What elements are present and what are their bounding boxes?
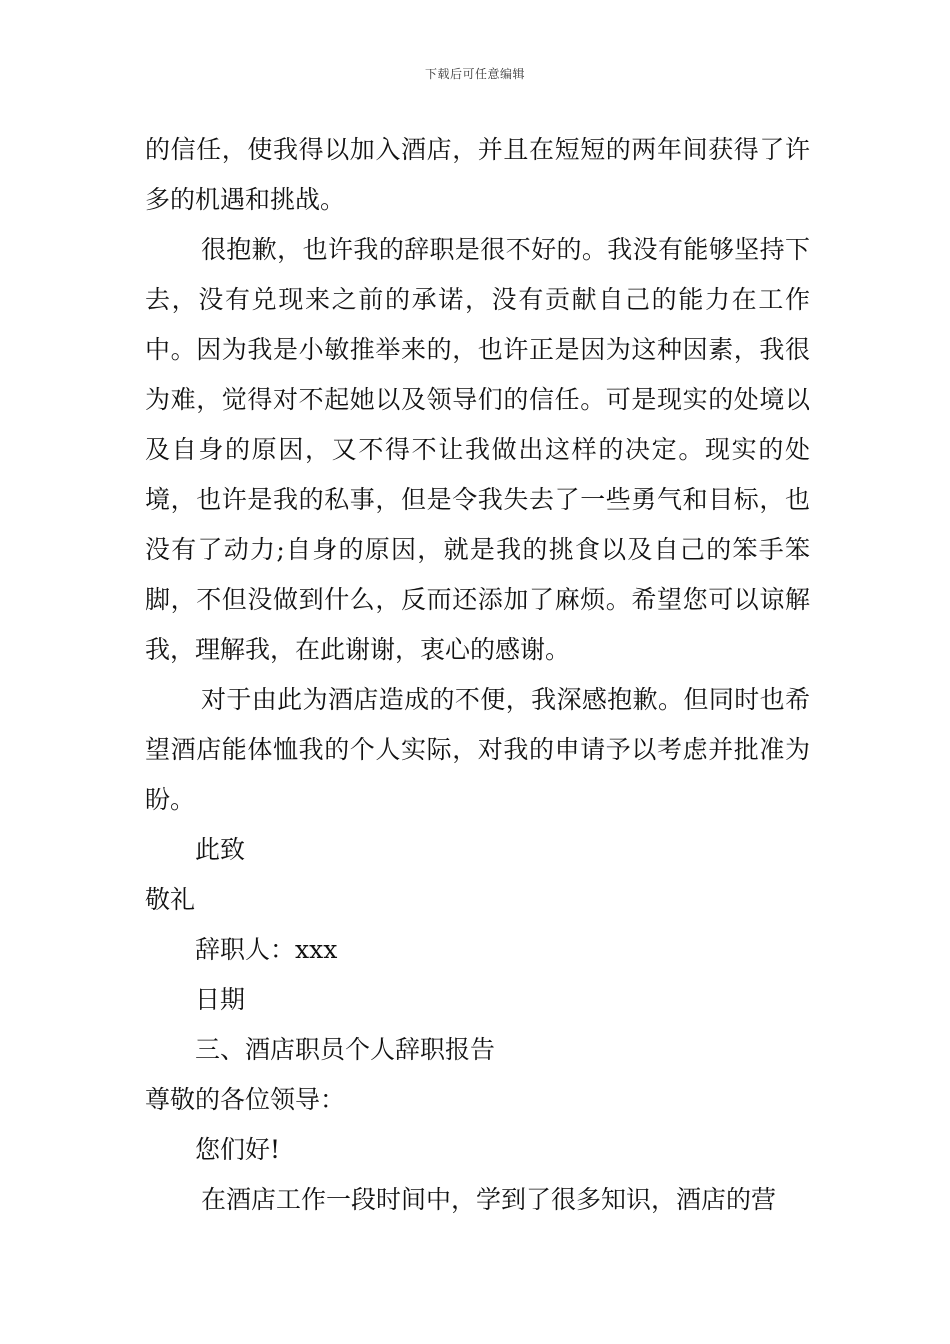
paragraph-request: 对于由此为酒店造成的不便，我深感抱歉。但同时也希望酒店能体恤我的个人实际，对我的申请予以考虑并批准为盼。 [145, 685, 810, 814]
closing-salutation: 此致 [195, 835, 246, 864]
paragraph-opening: 在酒店工作一段时间中，学到了很多知识，酒店的营 [201, 1185, 777, 1214]
greeting-hello: 您们好! [195, 1135, 281, 1164]
closing-regards: 敬礼 [145, 885, 196, 914]
section-heading: 三、酒店职员个人辞职报告 [195, 1035, 496, 1064]
date-line: 日期 [195, 985, 246, 1014]
paragraph-continuation: 的信任，使我得以加入酒店，并且在短短的两年间获得了许多的机遇和挑战。 [145, 135, 810, 214]
paragraph-apology: 很抱歉，也许我的辞职是很不好的。我没有能够坚持下去，没有兑现来之前的承诺，没有贡献自己的能力在工作中。因为我是小敏推举来的，也许正是因为这种因素，我很为难，觉得对不起她以及领导们的信任。可是现实的处境以及自身的原因，又不得不让我做出这样的决定。现实的处境，也许是我的私事，但是令我失去了一些勇气和目标，也没有了动力;自身的原因，就是我的挑食以及自己的笨手笨脚，不但没做到什么，反而还添加了麻烦。希望您可以谅解我，理解我，在此谢谢，衷心的感谢。 [145, 235, 810, 664]
signature-line: 辞职人：xxx [195, 935, 338, 964]
document-body [145, 125, 810, 1225]
greeting-addressee: 尊敬的各位领导： [145, 1085, 346, 1114]
page-header: 下载后可任意编辑 [424, 67, 525, 81]
